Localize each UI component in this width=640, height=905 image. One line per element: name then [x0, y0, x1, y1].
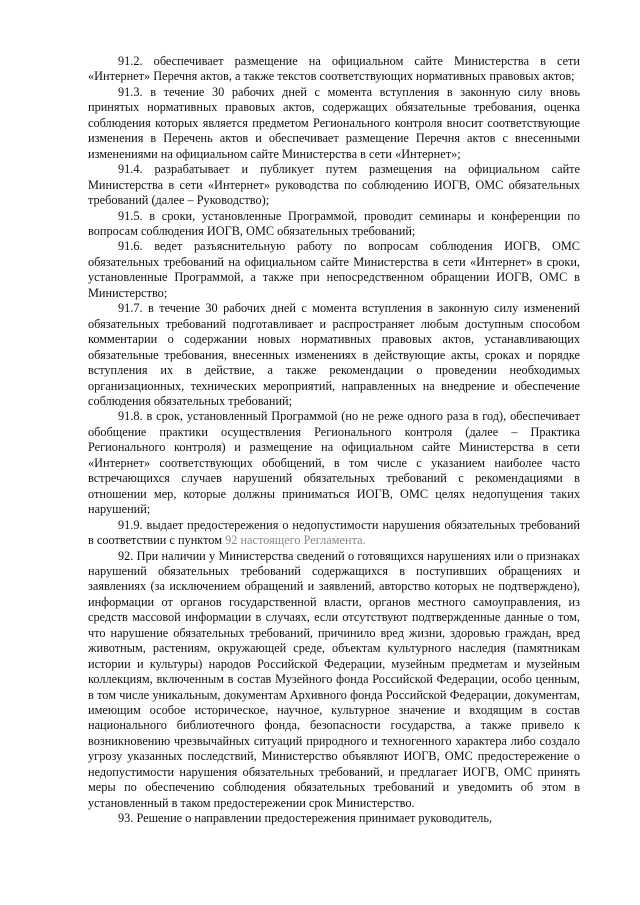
- paragraph-text: 91.3. в течение 30 рабочих дней с момента вступления в законную силу вновь принятых нормативных правовых актов, содержащих обязательные требования, оценка соблюдения которых является предметом Регионального контроля вносит соответствующие изменения в Перечень актов и обеспечивает размещение Перечня актов с внесенными изменениями на официальном сайте Министерства в сети «Интернет»;: [88, 84, 580, 161]
- paragraph-text: 92. При наличии у Министерства сведений о готовящихся нарушениях или о признаках нарушений обязательных требований содержащихся в поступивших обращениях и заявлениях (за исключением обращений и заявлений, авторство которых не подтверждено), информации от органов государственной власти, органов местного самоуправления, из средств массовой информации в случаях, если отсутствуют подтвержденные данные о том, что нарушение обязательных требований, причинило вред жизни, здоровью граждан, вред животным, растениям, окружающей среде, объектам культурного наследия (памятникам истории и культуры) народов Российской Федерации, музейным предметам и музейным коллекциям, включенным в состав Музейного фонда Российской Федерации, особо ценным, в том числе уникальным, документам Архивного фонда Российской Федерации, документам, имеющим особое историческое, научное, культурное значение и входящим в состав национального библиотечного фонда, безопасности государства, а также привело к возникновению чрезвычайных ситуаций природного и техногенного характера либо создало угрозу указанных последствий, Министерство объявляют ИОГВ, ОМС предостережение о недопустимости нарушения обязательных требований, и предлагает ИОГВ, ОМС принять меры по обеспечению соблюдения обязательных требований и уведомить об этом в установленный в таком предостережении срок Министерство.: [88, 548, 580, 810]
- paragraph-93: [88, 811, 580, 826]
- paragraph-91-7: [88, 301, 580, 409]
- paragraph-text: 91.7. в течение 30 рабочих дней с момента вступления в законную силу изменений обязательных требований подготавливает и распространяет любым доступным способом комментарии о содержании новых нормативных правовых актов, устанавливающих обязательные требования, внесенных изменениях в действующие акты, сроках и порядке вступления их в действие, а также рекомендации о проведении необходимых организационных, технических мероприятий, направленных на внедрение и обеспечение соблюдения обязательных требований;: [88, 301, 580, 408]
- paragraph-text: 91.9. выдает предостережения о недопустимости нарушения обязательных требований в соответствии с пунктом: [88, 517, 580, 548]
- paragraph-text: 91.6. ведет разъяснительную работу по вопросам соблюдения ИОГВ, ОМС обязательных требований на официальном сайте Министерства в сети «Интернет» в сроки, установленные Программой, а также при непосредственном обращении ИОГВ, ОМС в Министерство;: [88, 239, 580, 300]
- paragraph-text: 91.2. обеспечивает размещение на официальном сайте Министерства в сети «Интернет» Перечня актов, а также текстов соответствующих нормативных правовых актов;: [88, 54, 580, 84]
- paragraph-text: 93. Решение о направлении предостережения принимает руководитель,: [118, 811, 493, 826]
- paragraph-91-5: [88, 209, 580, 240]
- paragraph-text: 91.4. разрабатывает и публикует путем размещения на официальном сайте Министерства в сети «Интернет» руководства по соблюдению ИОГВ, ОМС обязательных требований (далее – Руководство);: [88, 162, 580, 208]
- paragraph-91-4: [88, 162, 580, 208]
- paragraph-91-8: [88, 409, 580, 517]
- paragraph-91-6: [88, 239, 580, 301]
- paragraph-91-3: [88, 85, 580, 162]
- paragraph-91-9: [88, 518, 580, 549]
- paragraph-91-2: [88, 54, 580, 85]
- document-page: [88, 54, 580, 827]
- paragraph-text: 91.8. в срок, установленный Программой (но не реже одного раза в год), обеспечивает обобщение практики осуществления Регионального контроля (далее – Практика Регионального контроля) и размещение на официальном сайте Министерства в сети «Интернет» соответствующих обобщений, в том числе с указанием наиболее часто встречающихся случаев нарушений обязательных требований с рекомендациями в отношении мер, которые должны приниматься ИОГВ, ОМС целях недопущения таких нарушений;: [88, 409, 580, 517]
- paragraph-text: 91.5. в сроки, установленные Программой, проводит семинары и конференции по вопросам соблюдения ИОГВ, ОМС обязательных требований;: [88, 208, 580, 238]
- faded-reference-text: 92 настоящего Регламента.: [225, 533, 366, 548]
- paragraph-92: [88, 549, 580, 812]
